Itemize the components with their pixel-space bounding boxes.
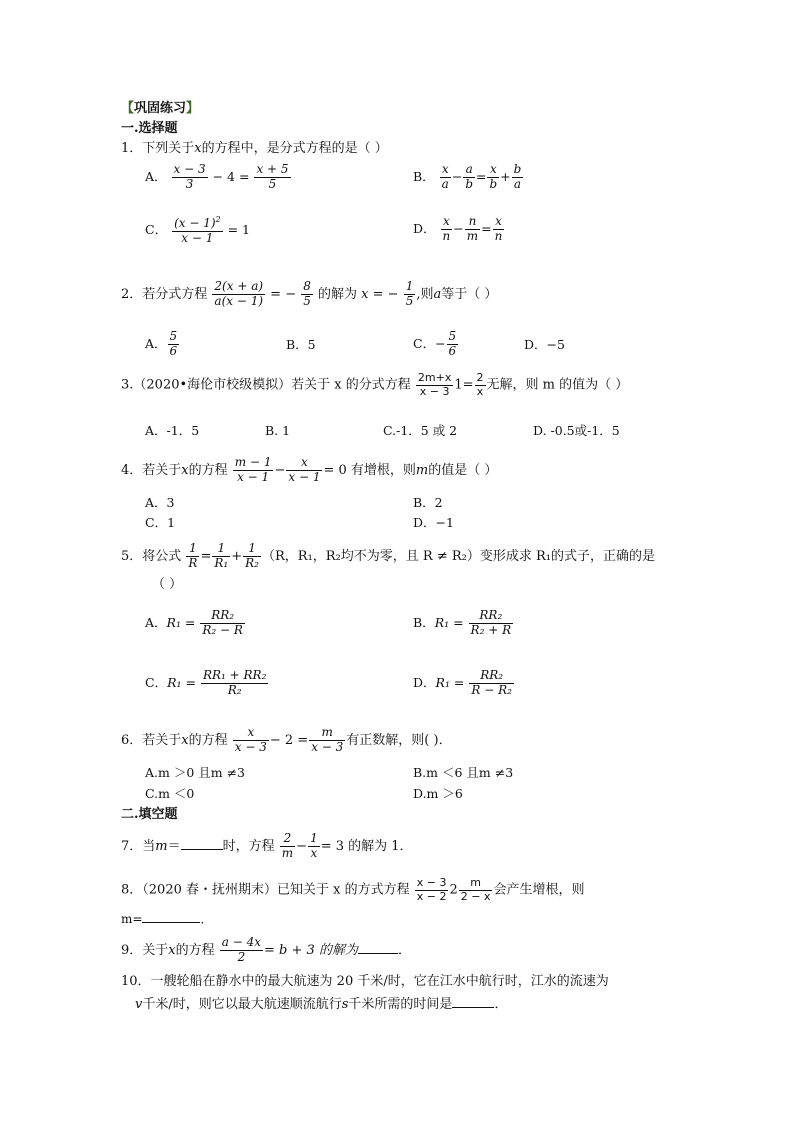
blank-line[interactable] (142, 922, 200, 923)
q2-option-b: B．5 (286, 337, 316, 352)
question-4: 4．若关于x的方程 $\frac{m - 1}{x - 1}$ − $\frac{x}{x - 1}$ = 0 有增根，则m的值是（ ） (121, 455, 498, 484)
q5-option-a: A．R₁ = $\frac{\text{RR₂}}{\text{R₂ − R}}$ (145, 608, 243, 637)
section-choice-heading: 一.选择题 (121, 121, 178, 136)
question-6: 6．若关于x的方程 $\frac{x}{x - 3}$ − 2 = $\frac{m}{x - 3}$ 有正数解，则( )． (121, 725, 452, 754)
q1-option-c: C． $\frac{(x - 1)^2}{x - 1}$ = 1 (145, 215, 250, 245)
q6-option-b: B.m ＜6 且m ≠3 (413, 765, 514, 780)
q5-option-d: D．R₁ = $\frac{\text{RR₂}}{\text{R − R₂}}$ (413, 668, 512, 697)
blank-line[interactable] (358, 953, 398, 954)
q5-option-c: C．R₁ = $\frac{\text{RR₁ + RR₂}}{\text{R₂}}$ (145, 668, 267, 697)
q3-option-a: A．-1．5 (145, 423, 200, 438)
question-10-line2: v千米/时，则它以最大航速顺流航行s千米所需的时间是 ． (135, 997, 508, 1012)
question-8: 8．（2020 春・抚州期末）已知关于 x 的方式方程 $\frac{x - 3}{x - 2}$ 2 $\frac{m}{2 - x}$ 会产生增根，则 (121, 876, 585, 903)
q3-option-b: B. 1 (265, 423, 291, 438)
q1-option-a: A． $\frac{x - 3}{3}$ − 4 = $\frac{x + 5}{5}$ (145, 162, 289, 191)
blank-line[interactable] (181, 849, 223, 850)
q1-option-d: D． $\frac{x}{n}$ − $\frac{n}{m}$ = $\frac{x}{n}$ (413, 214, 503, 243)
q6-option-d: D.m ＞6 (413, 786, 463, 801)
q4-option-c: C．1 (145, 515, 176, 530)
q4-option-d: D．−1 (413, 515, 454, 530)
question-1: 1．下列关于x的方程中，是分式方程的是（ ） (121, 141, 388, 156)
blank-line[interactable] (452, 1007, 494, 1008)
question-2: 2．若分式方程 $\frac{2(x + a)}{a(x - 1)}$ = − $\frac{8}{5}$ 的解为 x = − $\frac{1}{5}$ ,则a等于（ ） (121, 279, 498, 308)
question-10: 10．一艘轮船在静水中的最大航速为 20 千米/时，它在江水中航行时，江水的流速为 (121, 974, 609, 989)
q3-option-c: C.-1．5 或 2 (383, 423, 458, 438)
question-8-line2: m= ． (121, 912, 213, 926)
fraction: $\frac{x - 3}{3}$ (173, 162, 206, 191)
q4-option-a: A．3 (145, 495, 175, 510)
q2-option-a: A． $\frac{5}{6}$ (145, 329, 178, 358)
q6-option-c: C.m ＜0 (145, 786, 195, 801)
q5-option-b: B．R₁ = $\frac{\text{RR₂}}{\text{R₂ + R}}$ (413, 608, 512, 637)
q6-option-a: A.m ＞0 且m ≠3 (145, 765, 246, 780)
q3-option-d: D. -0.5或-1．5 (533, 423, 620, 438)
fraction: $\frac{x + 5}{5}$ (256, 162, 289, 191)
question-9: 9．关于x的方程 $\frac{a - 4x}{2}$ = b + 3 的解为 ． (121, 935, 411, 964)
q4-option-b: B．2 (413, 495, 443, 510)
section-fill-heading: 二.填空题 (121, 807, 178, 822)
q5-answer-paren: （ ） (152, 577, 183, 592)
question-7: 7．当m＝ 时，方程 $\frac{2}{m}$ − $\frac{1}{x}$ = 3 的解为 1． (121, 831, 413, 860)
q1-option-b: B． $\frac{x}{a}$ − $\frac{a}{b}$ = $\frac{x}{b}$ + $\frac{b}{a}$ (413, 162, 522, 191)
q2-option-c: C．− $\frac{5}{6}$ (413, 329, 457, 358)
question-3: 3.（2020•海伦市校级模拟）若关于 x 的分式方程 $\frac{2m+x}{x - 3}$ 1= $\frac{2}{x}$ 无解，则 m 的值为（ ） (121, 371, 629, 398)
section-title: 【巩固练习】 (121, 101, 200, 116)
question-5: 5．将公式 $\frac{1}{R}$ = $\frac{1}{\text{R₁}}$ + $\frac{1}{\text{R₂}}$ （R，R₁，R₂均不为零，且 R ≠ R₂）变形成求 R₁的式子，正确的是 (121, 541, 655, 570)
q2-option-d: D．−5 (524, 337, 565, 352)
